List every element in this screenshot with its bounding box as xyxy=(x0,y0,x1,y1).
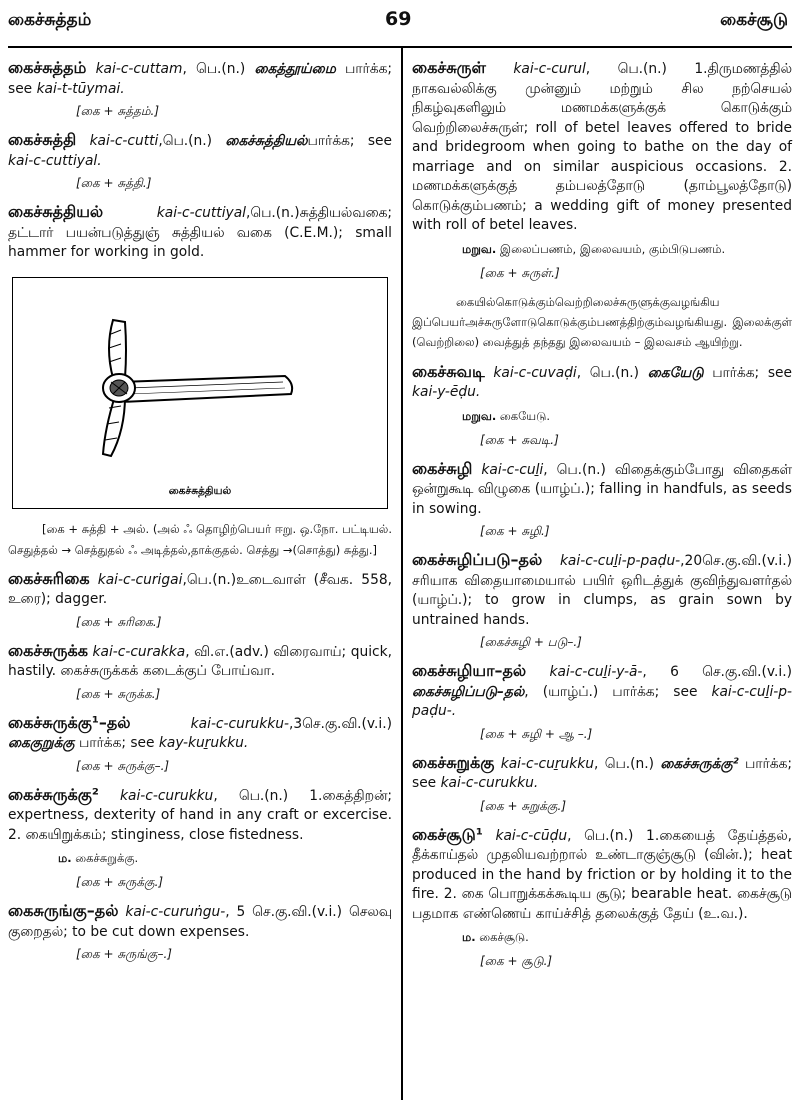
cognate-note xyxy=(462,930,792,946)
part-of-speech: , பெ.(n.) xyxy=(182,61,255,77)
entry xyxy=(412,550,792,630)
entry xyxy=(8,641,392,682)
transliteration: kai-c-cuttiyal xyxy=(156,205,247,221)
see-text: பார்க்க; see xyxy=(307,133,393,149)
figure-caption: கைச்சுத்தியல் xyxy=(168,484,232,497)
etymology: [கை + சுத்தம்.] xyxy=(76,104,160,118)
see-transliteration: kai-c-curukku. xyxy=(440,775,539,791)
entry xyxy=(8,202,392,263)
right-column xyxy=(412,58,792,980)
transliteration: kai-c-curul xyxy=(513,61,586,77)
headword: கைச்சுவடி xyxy=(412,361,485,381)
entry xyxy=(8,569,392,610)
see-text: பார்க்க; see xyxy=(703,364,792,381)
definition: , பெ.(n.) 1.கையைத் தேய்த்தல், தீக்காய்தல் முதலியவற்றால் உண்டாகுஞ்சூடு (வின்.); heat produced in the hand by friction or by holding it to the fire. 2. கை பொறுக்கக்கூடிய சூடு; bearable heat. கைச்சூடு பதமாக எண்ணெய் காய்ச்சித் தலைக்குத் தேய் (உ.வ.). xyxy=(412,827,792,922)
entry xyxy=(412,459,792,520)
see-transliteration: kai-y-ēḍu. xyxy=(412,384,481,400)
synonym-note xyxy=(462,242,792,258)
headword: கைச்சுழிப்படு–தல் xyxy=(412,550,543,569)
transliteration: kai-c-curuṅgu- xyxy=(125,904,226,920)
headword: கைச்சுழி xyxy=(412,458,473,478)
transliteration: kai-c-curigai xyxy=(97,571,183,588)
see-text: பார்க்க; see xyxy=(412,755,793,791)
transliteration: kai-c-cuḻi-p-paḍu- xyxy=(559,553,681,569)
transliteration: kai-c-cuttam xyxy=(95,61,183,77)
see-text: பார்க்க; see xyxy=(8,61,392,97)
etymology: [கை + சுத்தி.] xyxy=(76,176,152,190)
definition: ,20செ.கு.வி.(v.i.) சரியாக விதையாமையால் பயிர் ஒரிடத்துக் குவிந்துவளர்தல் (யாழ்ப்.); to grow in clumps, as grain sown by untrained hands. xyxy=(412,553,792,628)
etymology: [கை + சுழி + ஆ –.] xyxy=(480,726,593,741)
header-left-guide-word: கைச்சுத்தம் xyxy=(8,10,92,30)
headword: கைச்சுறுக்கு xyxy=(412,752,495,772)
definition: ,பெ.(n.)சுத்தியல்வகை; தட்டார் பயன்படுத்துஞ் சுத்தியல் வகை (C.E.M.); small hammer for working in gold. xyxy=(8,205,392,260)
column-divider xyxy=(401,48,403,1100)
synonym-label: மறுவ. xyxy=(462,408,497,423)
etymology: [கை + சுத்தி + அல். (அல் ஃ தொழிற்பெயர் ஈறு. ஒ.நோ. பட்டியல். செதுத்தல் → செத்துதல் ஃ அடித்தல்,தாக்குதல். செத்து →(சொத்து) சுத்து.] xyxy=(8,521,392,557)
transliteration: kai-c-curukku xyxy=(120,787,214,804)
headword: கைசுருங்கு–தல் xyxy=(8,901,119,920)
etymology: [கை + சுருள்.] xyxy=(480,265,560,280)
entry xyxy=(8,785,392,846)
etymology: [கை + சுழி.] xyxy=(480,524,550,538)
entry xyxy=(8,713,392,754)
part-of-speech: , பெ.(n.) xyxy=(576,364,648,381)
see-text: பார்க்க; see xyxy=(74,735,159,751)
cross-reference: கைத்தூய்மை xyxy=(254,61,336,77)
cross-reference: கையேடு xyxy=(647,364,704,381)
etymology: [கை + சுரிகை.] xyxy=(76,614,162,629)
entry xyxy=(412,362,792,403)
entry xyxy=(8,130,392,171)
definition: , பெ.(n.) 1.கைத்திறன்; expertness, dexterity of hand in any craft or excercise. 2. கையிறுக்கம்; stinginess, close fistedness. xyxy=(8,787,392,843)
etymology: [கைச்சுழி + படு–.] xyxy=(480,635,582,649)
cross-reference: கைச்சுருக்கு² xyxy=(660,755,739,772)
hammer-icon xyxy=(13,278,387,508)
part-of-speech: ,பெ.(n.) xyxy=(158,133,226,149)
entry xyxy=(412,58,792,236)
page-header xyxy=(0,0,800,40)
cognate-note xyxy=(58,851,392,867)
definition: ,பெ.(n.)உடைவாள் (சீவக. 558, உரை); dagger. xyxy=(8,571,393,607)
hammer-illustration xyxy=(12,277,388,509)
synonym-text: கையேடு. xyxy=(496,408,551,423)
header-right-guide-word: கைச்சூடு xyxy=(720,10,788,30)
cognate-label: ம. xyxy=(58,851,72,865)
headword: கைச்சுருக்கு¹–தல் xyxy=(8,712,131,732)
transliteration: kai-c-curukku- xyxy=(190,715,289,732)
transliteration: kai-c-cuḻi xyxy=(481,461,544,478)
cross-reference: கைச்சுழிப்படு–தல் xyxy=(412,683,525,700)
part-of-speech: ,3செ.கு.வி.(v.i.) xyxy=(288,715,392,732)
entry xyxy=(412,753,792,794)
transliteration: kai-c-cuḻi-y-ā- xyxy=(549,664,643,680)
see-transliteration: kai-c-cuḻi-p-paḍu-. xyxy=(412,683,792,719)
transliteration: kai-c-curakka xyxy=(92,643,186,660)
page-number: 69 xyxy=(385,8,412,30)
see-text: , (யாழ்ப்.) பார்க்க; see xyxy=(524,683,712,700)
headword: கைச்சுருக்கு² xyxy=(8,784,99,804)
entry xyxy=(8,901,392,942)
etymology: [கை + சுவடி.] xyxy=(480,432,559,447)
headword: கைச்சுருள் xyxy=(412,58,486,77)
etymology: [கை + சுருக்கு–.] xyxy=(76,758,170,773)
cognate-text: கைச்சூடு. xyxy=(475,930,529,944)
etymology: [கை + சுருக்க.] xyxy=(76,686,161,701)
headword: கைச்சுத்தியல் xyxy=(8,202,104,221)
definition: , பெ.(n.) 1.திருமணத்தில் நாகவல்லிக்கு முன்னும் மற்றும் சில நற்செயல் நிகழ்வுகளிலும் மணமக்களுக்குக் கொடுக்கும் வெற்றிலைச்சுருள்; roll of betel leaves offered to bride and bridegroom when going to bathe on the day of marriage and on similar auspicious occasions. 2. மணமக்களுக்குத் தம்பலத்தோடு (தாம்பூலத்தோடு) கொடுக்கும்பணம்; a wedding gift of money presented with roll of betel leaves. xyxy=(412,61,793,233)
cross-reference: கைகுறுக்கு xyxy=(8,735,75,751)
header-rule xyxy=(8,46,792,48)
synonym-text: இலைப்பணம், இலைவயம், கும்பிடுபணம். xyxy=(496,241,726,256)
see-transliteration: kai-t-tūymai. xyxy=(36,80,125,97)
etymology: [கை + சுறுக்கு.] xyxy=(480,798,567,813)
transliteration: kai-c-cutti xyxy=(89,133,159,149)
etymology: [கை + சுருக்கு.] xyxy=(76,875,164,889)
definition: , வி.எ.(adv.) விரைவாய்; quick, hastily. கைச்சுருக்கக் கடைக்குப் போய்வா. xyxy=(8,643,392,679)
cognate-text: கைச்சுறுக்கு. xyxy=(71,851,139,865)
part-of-speech: , பெ.(n.) xyxy=(594,755,661,772)
headword: கைச்சுழியா–தல் xyxy=(412,661,527,680)
entry xyxy=(412,825,792,925)
synonym-note xyxy=(462,409,792,425)
headword: கைச்சுத்தி xyxy=(8,130,77,149)
entry xyxy=(8,58,392,99)
etymology: [கை + சூடு.] xyxy=(480,954,553,968)
definition: , பெ.(n.) விதைக்கும்போது விதைகள் ஒன்றுகூடி விழுகை (யாழ்ப்.); falling in handfuls, as seeds in sowing. xyxy=(412,461,792,517)
see-transliteration: kai-c-cuttiyal. xyxy=(8,152,102,169)
see-transliteration: kay-kuṟukku. xyxy=(158,735,249,751)
definition: , 5 செ.கு.வி.(v.i.) செலவு குறைதல்; to be cut down expenses. xyxy=(8,904,393,940)
headword: கைச்சுத்தம் xyxy=(8,58,87,77)
cross-reference: கைச்சுத்தியல் xyxy=(225,133,308,149)
usage-note: கையில்கொடுக்கும்வெற்றிலைச்சுருளுக்குவழங்கிய இப்பெயர்அச்சுருளோடுகொடுக்கும்பணத்திற்கும்வழங்கியது. இலைக்குள் (வெற்றிலை) வைத்துத் தந்தது இலைவயம் – இலவசம் ஆயிற்று. xyxy=(412,294,792,349)
transliteration: kai-c-cūḍu xyxy=(495,827,568,844)
synonym-label: மறுவ. xyxy=(462,241,497,256)
etymology: [கை + சுருங்கு–.] xyxy=(76,947,172,961)
transliteration: kai-c-cuṟukku xyxy=(500,755,595,772)
headword: கைச்சுரிகை xyxy=(8,568,90,588)
part-of-speech: , 6 செ.கு.வி.(v.i.) xyxy=(642,664,793,680)
cognate-label: ம. xyxy=(462,930,476,944)
headword: கைச்சூடு¹ xyxy=(412,824,483,844)
left-column xyxy=(8,58,392,973)
transliteration: kai-c-cuvaḍi xyxy=(493,364,577,381)
entry xyxy=(412,661,792,722)
headword: கைச்சுருக்க xyxy=(8,640,88,660)
